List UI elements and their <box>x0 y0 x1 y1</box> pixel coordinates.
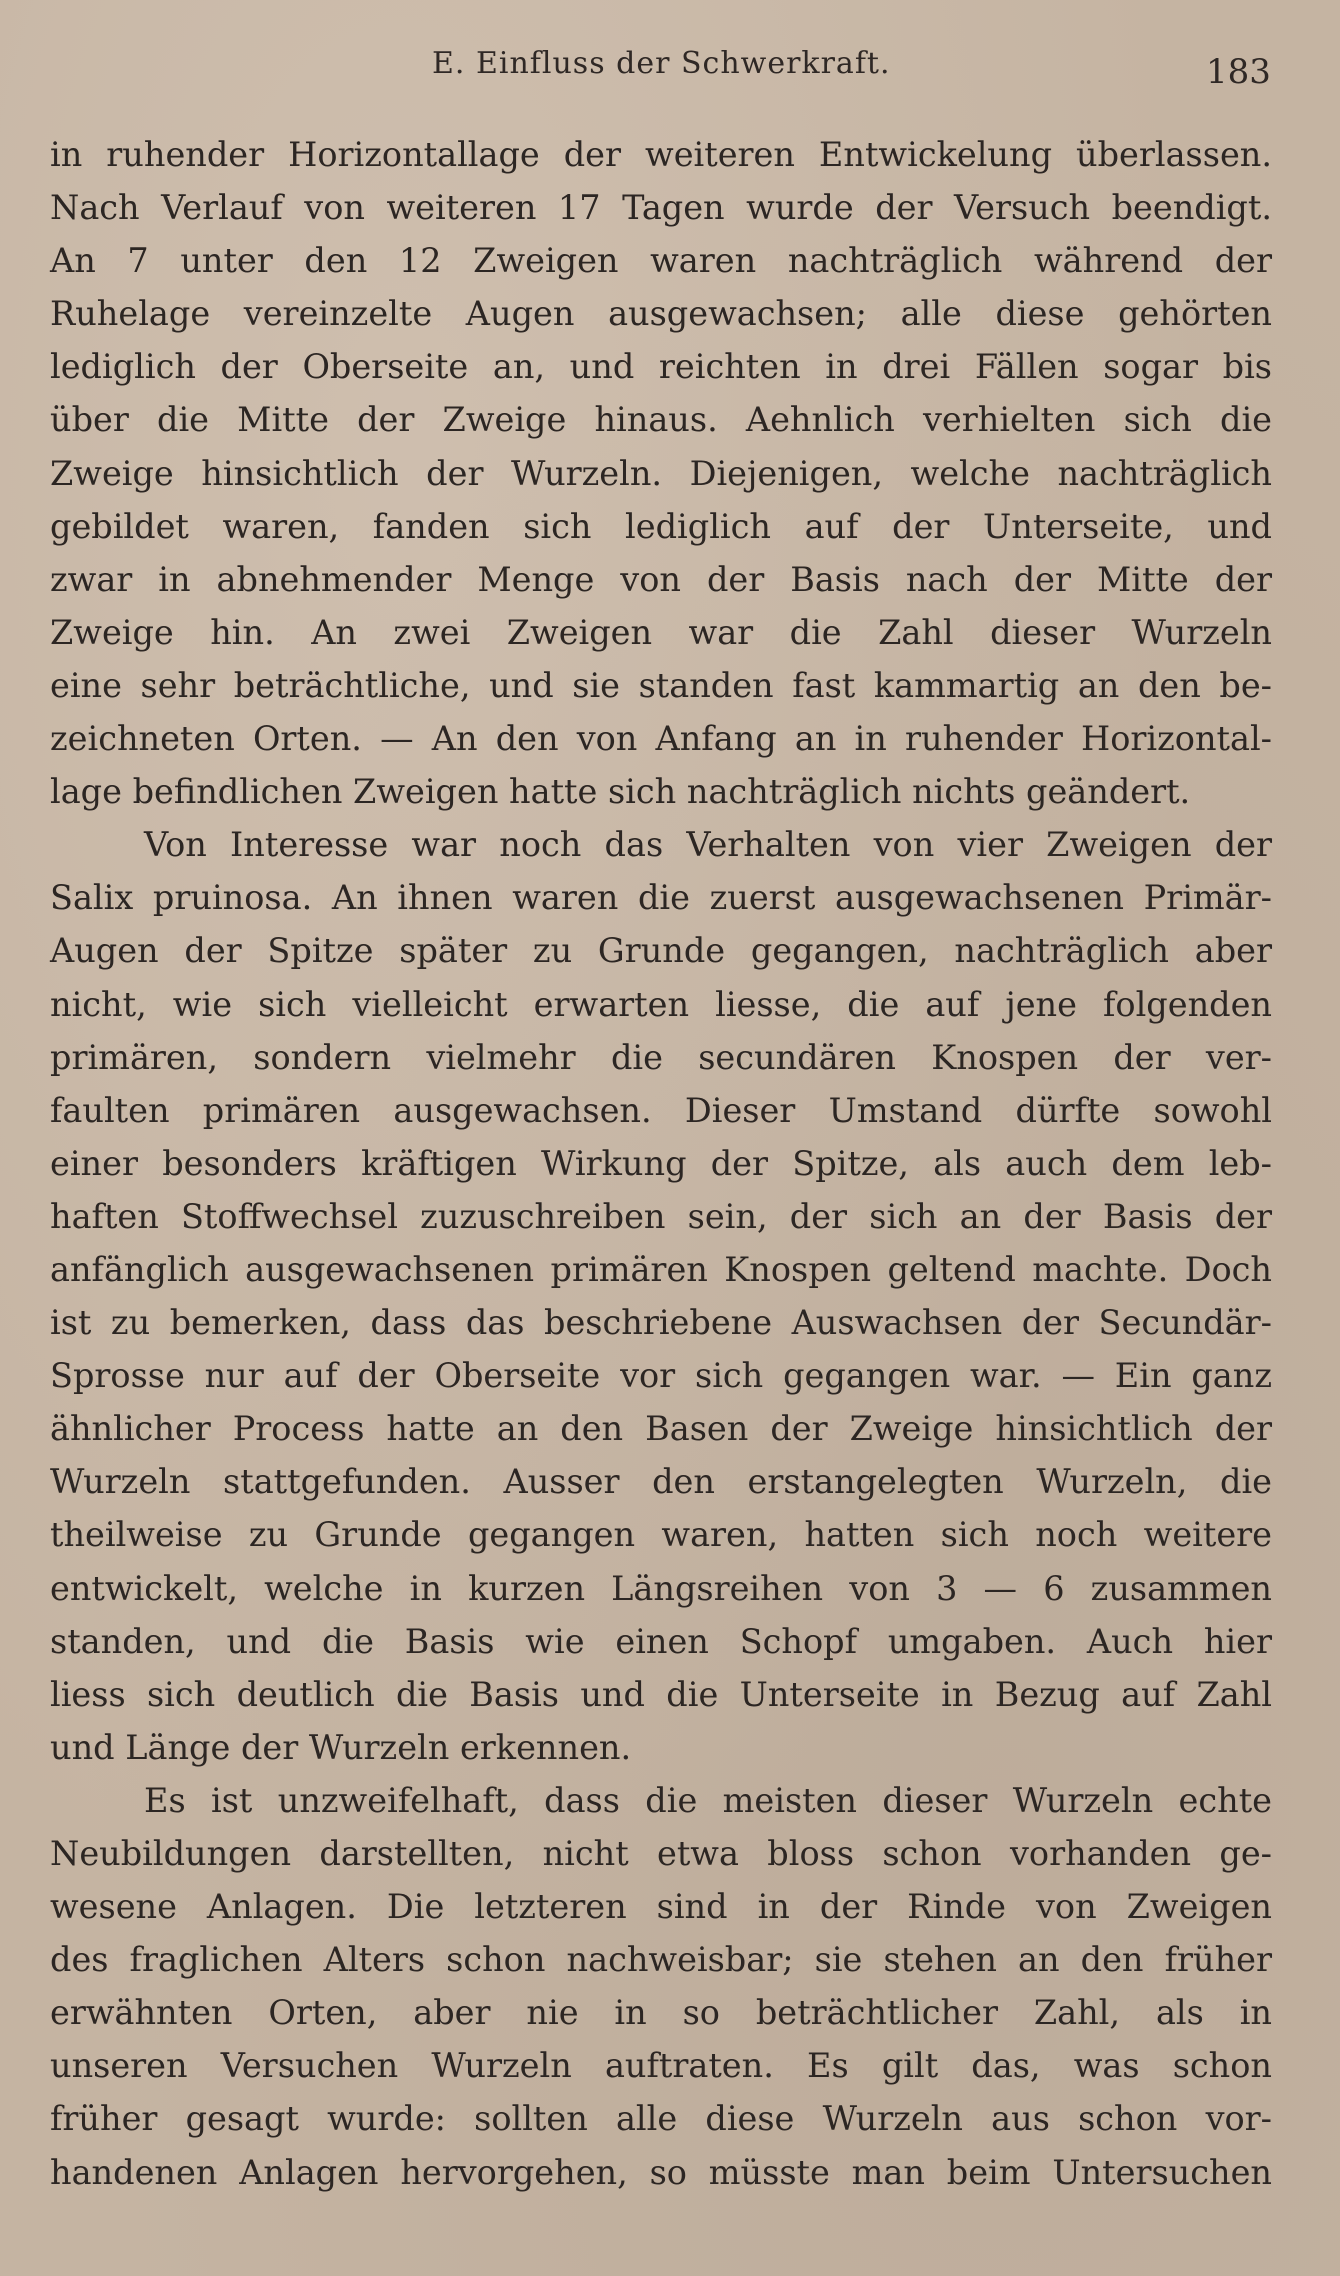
text-line: und Länge der Wurzeln erkennen. <box>50 1727 632 1767</box>
text-line: gebildet waren, fanden sich lediglich auf der Unterseite, und <box>50 506 1272 546</box>
text-line: ähnlicher Process hatte an den Basen der Zweige hinsichtlich der <box>50 1409 1272 1449</box>
text-line: Ruhelage vereinzelte Augen ausgewachsen; alle diese gehörten <box>50 294 1272 334</box>
text-line: zeichneten Orten. — An den von Anfang an in ruhender Horizontal- <box>50 719 1272 759</box>
running-title: E. Einfluss der Schwerkraft. <box>432 46 891 81</box>
text-line: lediglich der Oberseite an, und reichten in drei Fällen sogar bis <box>50 347 1272 387</box>
text-line: anfänglich ausgewachsenen primären Knospen geltend machte. Doch <box>50 1249 1272 1289</box>
text-line: Zweige hin. An zwei Zweigen war die Zahl dieser Wurzeln <box>50 612 1272 652</box>
text-line: Zweige hinsichtlich der Wurzeln. Diejenigen, welche nachträglich <box>50 453 1272 493</box>
running-head <box>0 42 1340 92</box>
text-line: ist zu bemerken, dass das beschriebene Auswachsen der Secundär- <box>50 1303 1272 1343</box>
text-line: wesene Anlagen. Die letzteren sind in der Rinde von Zweigen <box>50 1887 1272 1927</box>
text-line: standen, und die Basis wie einen Schopf umgaben. Auch hier <box>50 1621 1272 1661</box>
text-line: entwickelt, welche in kurzen Längsreihen von 3 — 6 zusammen <box>50 1568 1272 1608</box>
text-line: des fraglichen Alters schon nachweisbar; sie stehen an den früher <box>50 1940 1272 1980</box>
text-line: zwar in abnehmender Menge von der Basis nach der Mitte der <box>50 559 1272 599</box>
text-line: Neubildungen darstellten, nicht etwa bloss schon vorhanden ge- <box>50 1834 1272 1873</box>
text-line: primären, sondern vielmehr die secundären Knospen der ver- <box>50 1037 1272 1077</box>
text-line: faulten primären ausgewachsen. Dieser Umstand dürfte sowohl <box>50 1090 1272 1130</box>
text-line: früher gesagt wurde: sollten alle diese Wurzeln aus schon vor- <box>50 2099 1272 2139</box>
text-line: Nach Verlauf von weiteren 17 Tagen wurde der Versuch beendigt. <box>50 188 1272 228</box>
text-line: An 7 unter den 12 Zweigen waren nachträglich während der <box>50 241 1272 281</box>
text-line: über die Mitte der Zweige hinaus. Aehnlich verhielten sich die <box>50 400 1272 440</box>
text-line: einer besonders kräftigen Wirkung der Spitze, als auch dem leb- <box>50 1143 1272 1183</box>
body-text <box>50 128 1272 2199</box>
text-line: haften Stoffwechsel zuzuschreiben sein, der sich an der Basis der <box>50 1196 1272 1236</box>
text-line: Salix pruinosa. An ihnen waren die zuerst ausgewachsenen Primär- <box>50 878 1272 918</box>
text-line: Von Interesse war noch das Verhalten von vier Zweigen der <box>144 825 1272 865</box>
text-line: liess sich deutlich die Basis und die Unterseite in Bezug auf Zahl <box>50 1674 1272 1714</box>
text-line: unseren Versuchen Wurzeln auftraten. Es gilt das, was schon <box>50 2046 1272 2086</box>
text-line: Sprosse nur auf der Oberseite vor sich gegangen war. — Ein ganz <box>50 1356 1272 1396</box>
text-line: erwähnten Orten, aber nie in so beträchtlicher Zahl, als in <box>50 1993 1272 2033</box>
text-line: Es ist unzweifelhaft, dass die meisten dieser Wurzeln echte <box>144 1780 1272 1820</box>
text-line: in ruhender Horizontallage der weiteren Entwickelung überlassen. <box>50 135 1272 174</box>
text-line: lage befindlichen Zweigen hatte sich nachträglich nichts geändert. <box>50 772 1191 812</box>
text-line: Augen der Spitze später zu Grunde gegangen, nachträglich aber <box>50 931 1272 971</box>
text-line: Wurzeln stattgefunden. Ausser den erstangelegten Wurzeln, die <box>50 1462 1272 1502</box>
text-line: theilweise zu Grunde gegangen waren, hatten sich noch weitere <box>50 1515 1272 1555</box>
text-line: handenen Anlagen hervorgehen, so müsste man beim Untersuchen <box>50 2152 1272 2192</box>
text-line: nicht, wie sich vielleicht erwarten liesse, die auf jene folgenden <box>50 984 1272 1024</box>
page-number: 183 <box>1206 52 1271 92</box>
text-line: eine sehr beträchtliche, und sie standen fast kammartig an den be- <box>50 665 1272 705</box>
